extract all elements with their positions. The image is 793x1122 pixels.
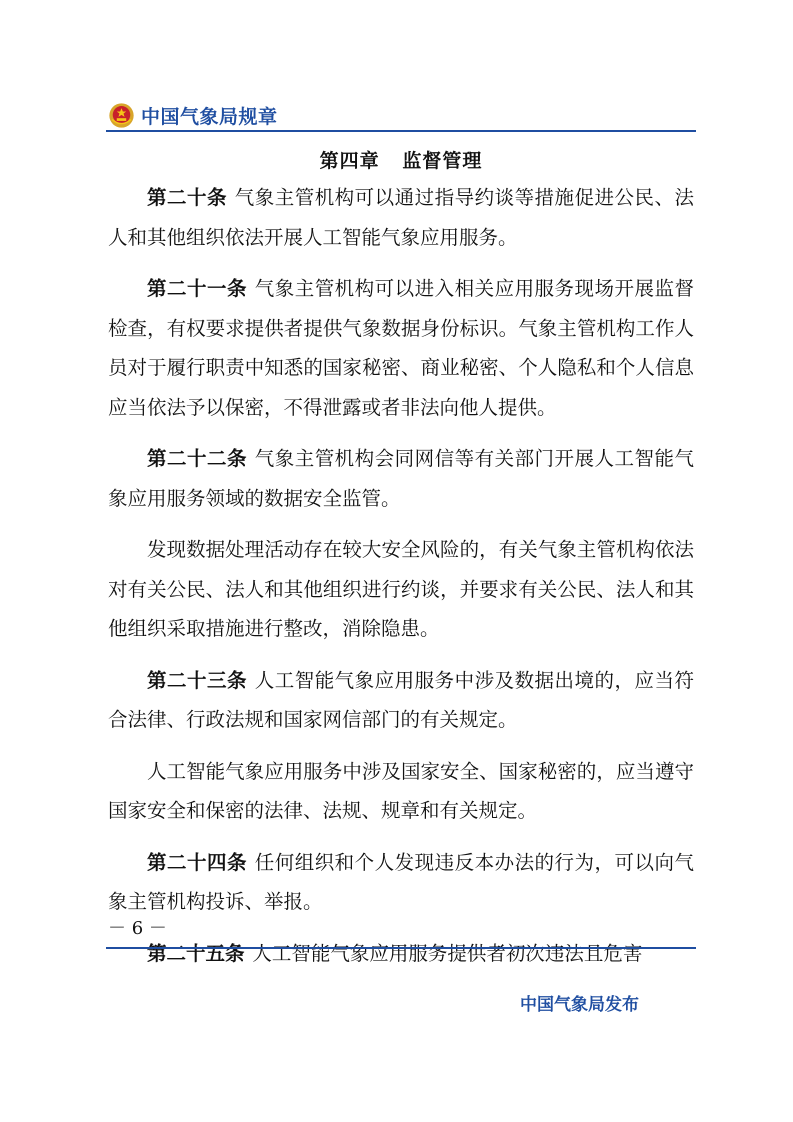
- article-text: 人工智能气象应用服务中涉及国家安全、国家秘密的，应当遵守国家安全和保密的法律、法规、规章和有关规定。: [108, 759, 694, 822]
- article-text: 人工智能气象应用服务提供者初次违法且危害: [252, 941, 643, 965]
- article-text: 人工智能气象应用服务中涉及数据出境的，应当符合法律、行政法规和国家网信部门的有关规定。: [108, 668, 694, 731]
- article-label: 第二十三条: [147, 668, 247, 692]
- paragraph-article-24: [108, 843, 694, 922]
- footer-divider: [106, 947, 696, 949]
- article-label: 第二十条: [147, 186, 227, 209]
- paragraph-article-23: [108, 661, 694, 740]
- paragraph-article-22: [108, 439, 694, 518]
- article-text: 气象主管机构会同网信等有关部门开展人工智能气象应用服务领域的数据安全监管。: [108, 447, 694, 510]
- national-emblem-icon: [108, 102, 135, 129]
- article-label: 第二十五条: [147, 941, 245, 965]
- article-label: 第二十二条: [147, 447, 247, 470]
- page-number: － 6 －: [108, 918, 167, 939]
- article-label: 第二十四条: [147, 850, 247, 874]
- paragraph-article-21: [108, 269, 694, 427]
- article-text: 任何组织和个人发现违反本办法的行为，可以向气象主管机构投诉、举报。: [108, 850, 694, 913]
- paragraph-article-22-cont: [108, 530, 694, 649]
- document-header: [108, 100, 278, 130]
- paragraph-article-25: [108, 934, 694, 974]
- article-text: 气象主管机构可以通过指导约谈等措施促进公民、法人和其他组织依法开展人工智能气象应用服务。: [108, 186, 694, 249]
- chapter-title: 第四章 监督管理: [319, 150, 483, 172]
- publisher-footer: 中国气象局发布: [520, 995, 639, 1015]
- article-text: 气象主管机构可以进入相关应用服务现场开展监督检查，有权要求提供者提供气象数据身份标识。气象主管机构工作人员对于履行职责中知悉的国家秘密、商业秘密、个人隐私和个人信息应当依法予以保密，不得泄露或者非法向他人提供。: [108, 277, 694, 419]
- article-text: 发现数据处理活动存在较大安全风险的，有关气象主管机构依法对有关公民、法人和其他组织进行约谈，并要求有关公民、法人和其他组织采取措施进行整改，消除隐患。: [108, 538, 694, 640]
- paragraph-article-23-cont: [108, 752, 694, 831]
- article-label: 第二十一条: [147, 277, 247, 300]
- header-title: 中国气象局规章: [141, 105, 278, 128]
- document-body: [108, 178, 694, 973]
- paragraph-article-20: [108, 178, 694, 257]
- header-divider: [106, 130, 696, 132]
